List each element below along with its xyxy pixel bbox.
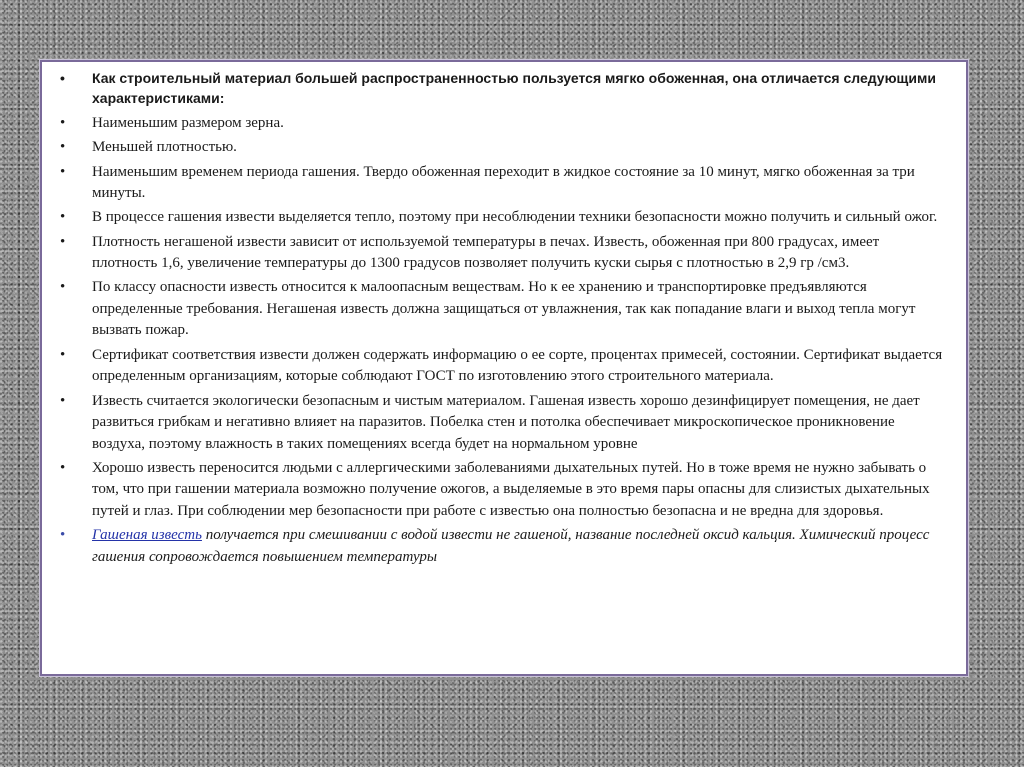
bullet-icon: • (60, 115, 66, 131)
list-item-text: Сертификат соответствия извести должен содержать информацию о ее сорте, процентах примесей, состоянии. Сертификат выдается определенным организациям, которые соблюдают ГОСТ по изготовлению этого строительного материала. (92, 346, 943, 385)
list-item (60, 113, 948, 135)
list-item (60, 137, 948, 159)
bullet-icon: • (60, 139, 66, 156)
list-item-text: Меньшей плотностью. (92, 139, 237, 156)
bullet-icon: • (60, 392, 66, 409)
list-item-text: По классу опасности известь относится к малоопасным веществам. Но к ее хранению и транспортировке предъявляются определенные требования. Негашеная известь должна защищаться от увлажнения, так как попадание влаги и выход тепла могут вызвать пожар. (92, 279, 916, 339)
list-item (60, 162, 948, 205)
list-item-text: Наименьшим временем периода гашения. Твердо обоженная переходит в жидкое состояние за 10 минут, мягко обоженная за три минуты. (92, 163, 915, 202)
list-item-text: Наименьшим размером зерна. (92, 115, 284, 131)
bullet-icon: • (60, 459, 66, 476)
slide-content-box (40, 60, 968, 676)
bullet-icon: • (60, 233, 66, 250)
list-item (60, 391, 948, 456)
bullet-icon: • (60, 527, 66, 544)
list-item-definition (60, 525, 948, 568)
list-item-text: Известь считается экологически безопасным и чистым материалом. Гашеная известь хорошо дезинфицирует помещения, не дает развиться грибкам и негативно влияет на паразитов. Побелка стен и потолка обеспечивает микроскопическое проникновение воздуха, поэтому влажность в таких помещениях всегда будет на нормальном уровне (92, 392, 920, 452)
list-item-text: Плотность негашеной извести зависит от используемой температуры в печах. Известь, обоженная при 800 градусах, имеет плотность 1,6, увеличение температуры до 1300 градусов позволяет получить куски сырья с плотностью в 2,9 гр /см3. (92, 233, 880, 272)
list-item (60, 232, 948, 275)
list-item (60, 277, 948, 342)
list-item (60, 458, 948, 523)
list-item-text: Хорошо известь переносится людьми с аллергическими заболеваниями дыхательных путей. Но в тоже время не нужно забывать о том, что при гашении материала возможно получение ожогов, а выделяемые в это время пары опасны для слизистых дыхательных путей и глаз. При соблюдении мер безопасности при работе с известью она полностью безопасна и не вредна для здоровья. (92, 459, 930, 519)
list-item (60, 345, 948, 388)
bullet-icon: • (60, 70, 65, 86)
list-item-heading (60, 68, 948, 108)
bullet-icon: • (60, 279, 66, 296)
bullet-icon: • (60, 209, 66, 226)
list-item-text: получается при смешивании с водой извести не гашеной, название последней оксид кальция. Химический процесс гашения сопровождается повышением температуры (92, 527, 930, 565)
list-item-text: Как строительный материал большей распространенностью пользуется мягко обоженная, она отличается следующими характеристиками: (92, 70, 936, 106)
bullet-icon: • (60, 163, 66, 180)
list-item (60, 207, 948, 229)
list-item-text: В процессе гашения извести выделяется тепло, поэтому при несоблюдении техники безопасности можно получить и сильный ожог. (92, 209, 938, 226)
bullet-list (60, 68, 948, 568)
bullet-icon: • (60, 346, 66, 363)
slaked-lime-link[interactable]: Гашеная известь (92, 527, 202, 544)
